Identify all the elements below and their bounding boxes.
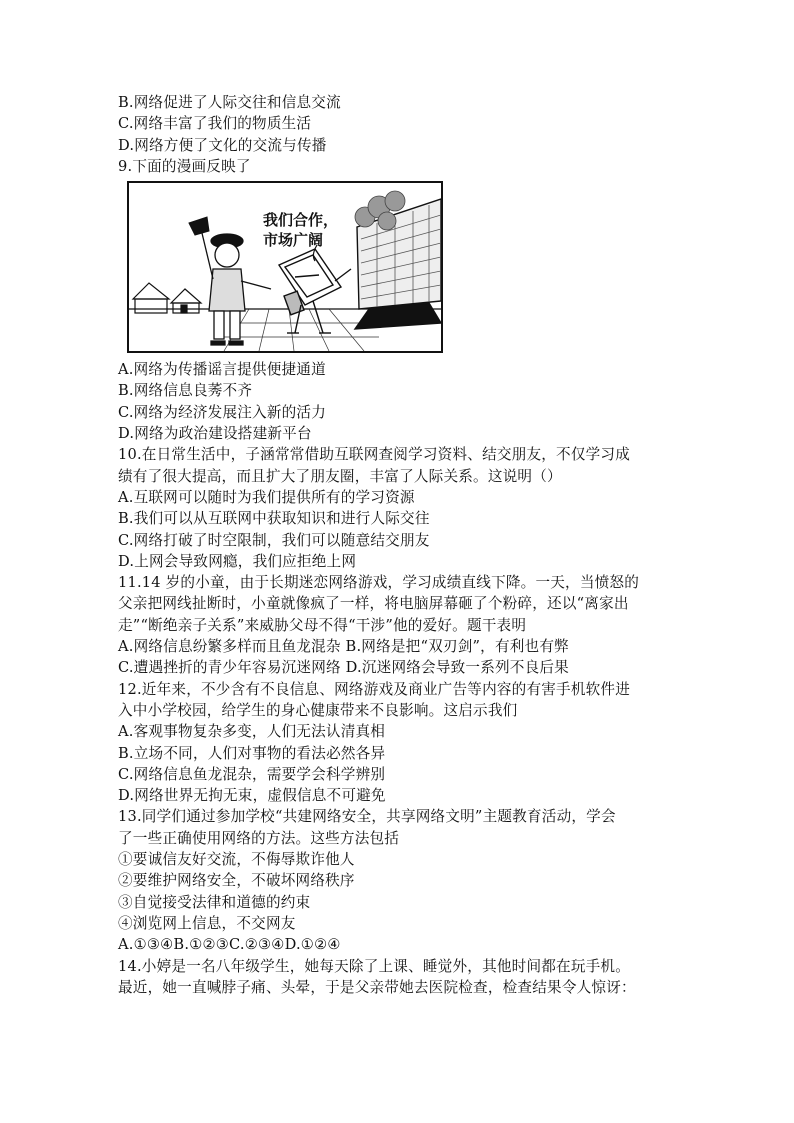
q10-option-c: C.网络打破了时空限制，我们可以随意结交朋友 xyxy=(118,531,430,549)
q13-stem-line1: 13.同学们通过参加学校“共建网络安全，共享网络文明”主题教育活动，学会 xyxy=(118,808,616,826)
q14-stem-line1: 14.小婷是一名八年级学生，她每天除了上课、睡觉外，其他时间都在玩手机。 xyxy=(118,957,631,975)
q12-option-b: B.立场不同，人们对事物的看法必然各异 xyxy=(118,744,386,762)
q11-options-cd: C.遭遇挫折的青少年容易沉迷网络 D.沉迷网络会导致一系列不良后果 xyxy=(118,659,569,677)
q11-stem-line3: 走”“断绝亲子关系”来威胁父母不得“干涉”他的爱好。题干表明 xyxy=(118,616,527,634)
q9-option-b: B.网络信息良莠不齐 xyxy=(118,382,253,400)
q9-cartoon xyxy=(127,181,443,353)
q13-item-4: ④浏览网上信息，不交网友 xyxy=(118,914,296,932)
q12-option-c: C.网络信息鱼龙混杂，需要学会科学辨别 xyxy=(118,765,386,783)
q13-options: A.①③④B.①②③C.②③④D.①②④ xyxy=(118,936,341,954)
q8-option-b: B.网络促进了人际交往和信息交流 xyxy=(118,94,341,111)
q11-stem-line2: 父亲把网线扯断时，小童就像疯了一样，将电脑屏幕砸了个粉碎，还以“离家出 xyxy=(118,595,629,613)
q11-options-ab: A.网络信息纷繁多样而且鱼龙混杂 B.网络是把“双刃剑”，有利也有弊 xyxy=(118,638,569,656)
q12-stem-line2: 入中小学校园，给学生的身心健康带来不良影响。这启示我们 xyxy=(118,701,518,719)
q8-option-d: D.网络方便了文化的交流与传播 xyxy=(118,136,327,154)
q12-option-a: A.客观事物复杂多变，人们无法认清真相 xyxy=(118,723,386,741)
q13-stem-line2: 了一些正确使用网络的方法。这些方法包括 xyxy=(118,829,400,847)
cartoon-caption-line2: 市场广阔 xyxy=(263,231,324,250)
q11-stem-line1: 11.14 岁的小童，由于长期迷恋网络游戏，学习成绩直线下降。一天，当愤怒的 xyxy=(118,574,640,592)
q10-stem-line1: 10.在日常生活中，子涵常常借助互联网查阅学习资料、结交朋友，不仅学习成 xyxy=(118,446,631,464)
cartoon-illustration xyxy=(129,183,443,353)
q13-item-2: ②要维护网络安全，不破坏网络秩序 xyxy=(118,872,355,890)
q10-stem-line2: 绩有了很大提高，而且扩大了朋友圈，丰富了人际关系。这说明（） xyxy=(118,467,562,485)
q14-stem-line2: 最近，她一直喊脖子痛、头晕，于是父亲带她去医院检查，检查结果令人惊讶： xyxy=(118,978,636,996)
q9-stem: 9.下面的漫画反映了 xyxy=(118,157,251,175)
q10-option-a: A.互联网可以随时为我们提供所有的学习资源 xyxy=(118,488,415,506)
q9-option-d: D.网络为政治建设搭建新平台 xyxy=(118,425,312,443)
cartoon-caption-line1: 我们合作， xyxy=(263,211,339,230)
q13-item-3: ③自觉接受法律和道德的约束 xyxy=(118,893,311,911)
q9-option-c: C.网络为经济发展注入新的活力 xyxy=(118,403,327,421)
q13-item-1: ①要诚信友好交流，不侮辱欺诈他人 xyxy=(118,851,355,869)
q12-stem-line1: 12.近年来，不少含有不良信息、网络游戏及商业广告等内容的有害手机软件进 xyxy=(118,680,631,698)
q10-option-b: B.我们可以从互联网中获取知识和进行人际交往 xyxy=(118,510,430,528)
q9-option-a: A.网络为传播谣言提供便捷通道 xyxy=(118,361,326,379)
q10-option-d: D.上网会导致网瘾，我们应拒绝上网 xyxy=(118,552,357,570)
exam-page xyxy=(118,92,684,998)
q8-option-c: C.网络丰富了我们的物质生活 xyxy=(118,115,312,133)
q12-option-d: D.网络世界无拘无束，虚假信息不可避免 xyxy=(118,787,386,805)
